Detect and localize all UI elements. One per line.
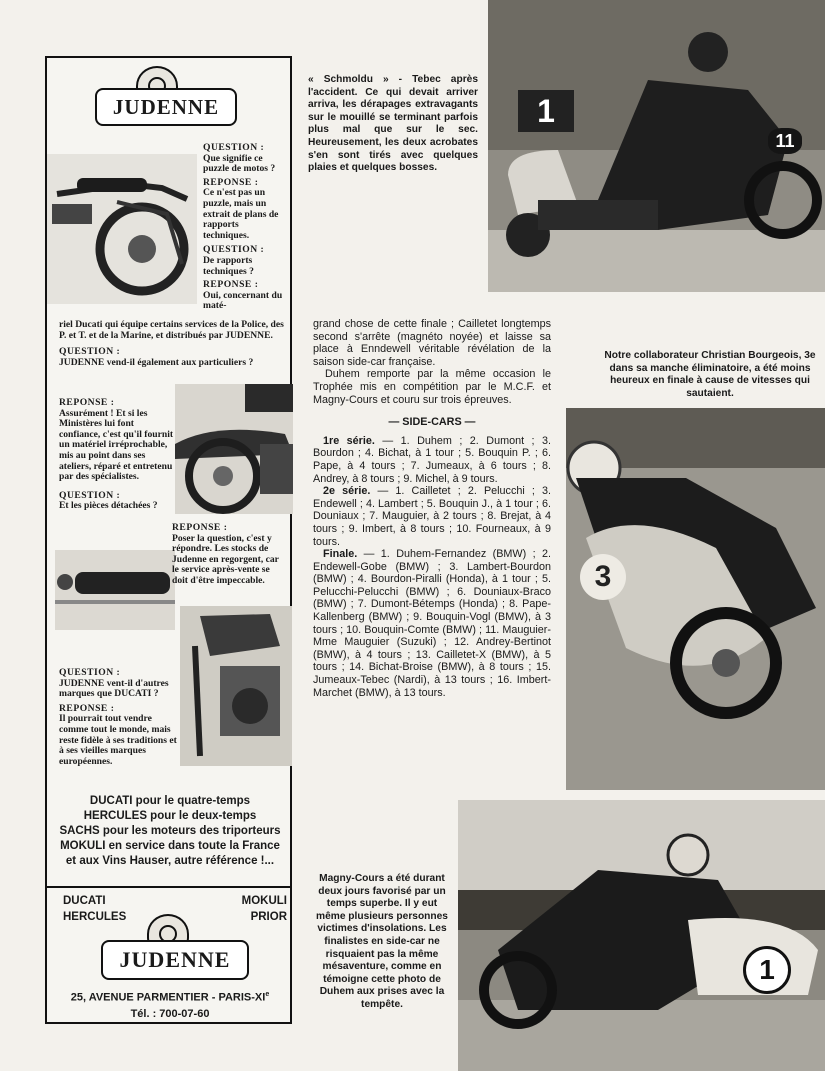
answer-label: REPONSE : (203, 279, 259, 291)
address-sup: e (265, 991, 270, 998)
finale-results: — 1. Duhem-Fernandez (BMW) ; 2. Endewell-Gobe (BMW) ; 3. Lambert-Bourdon (BMW) ; 4. Bourdon-Piralli (Honda), à 1 tour ; 5. Pelucchi-Pelucchi (BMW) ; 6. Douniaux-Braco (BMW) ; 7. Dumont-Bétemps (Honda) ; 8. Pape-Kallenberg (BMW) ; 9. Bouquin-Vogl (BMW), à 3 tours ; 10. Bouquin-Comte (BMW) ; 11. Mauguier-Mme Mauguier (Suzuki) ; 12. Andrey-Bertinot (BMW), à 4 tours ; 13. Cailletet-X (BMW), à 5 tours ; 14. Bichat-Broise (BMW), à 8 tours ; 15. Jumeaux-Tebec (Nardi), à 13 tours ; 16. Imbert-Marchet (BMW), à 13 tours. (313, 548, 552, 699)
race-number: 1 (743, 946, 791, 994)
telephone: Tél. : 700-07-60 (130, 1007, 210, 1020)
answer-label: REPONSE : (203, 176, 259, 188)
caption-top: « Schmoldu » - Tebec après l'accident. Ce qui devait arriver arriva, les dérapages extravagants sur le mouillé se terminant parfois plus mal que sur le sec. Heureusement, les deux acrobates s'en sont tirés avec quelques plaies et quelques bosses. (308, 74, 478, 174)
serie1-label: 1re série. (323, 434, 375, 447)
finale-label: Finale. (323, 548, 358, 561)
serie2-label: 2e série. (323, 485, 371, 498)
slogan-ducati: DUCATI pour le quatre-temps (89, 795, 251, 807)
brand-ducati: DUCATI (63, 895, 106, 907)
brand-name: JUDENNE (119, 947, 231, 972)
sidecar-rain-photo (458, 800, 825, 1071)
brand-mokuli: MOKULI (241, 895, 287, 907)
question-text: JUDENNE vent-il d'autres marques que DUCATI ? (59, 677, 169, 700)
motorbike-photo (175, 384, 293, 514)
answer-text: Oui, concernant du maté- (203, 289, 283, 312)
race-number-board: 1 (518, 90, 574, 132)
rider-cornering-photo (566, 408, 825, 790)
question-label: QUESTION : (59, 489, 121, 501)
motorcycle-plan-photo (47, 154, 197, 304)
engine-photo (180, 606, 292, 766)
caption-bottom: Magny-Cours a été durant deux jours favorisé par un temps superbe. Il y eut même plusieurs personnes victimes d'insolations. Les finalistes en side-car ne risquaient pas la même mésaventure, comme en témoigne cette photo de Duhem aux prises avec la tempête. (316, 873, 448, 1010)
answer-label: REPONSE : (59, 397, 115, 408)
question-text: JUDENNE vend-il également aux particuliers ? (59, 356, 254, 368)
article-paragraph: grand chose de cette finale ; Cailletet longtemps second s'arrête (magnéto noyée) et laisse sa place à Enndewell véritable révélation de la saison side-car française. (313, 318, 551, 368)
serie1-results: — 1. Duhem ; 2. Dumont ; 3. Bourdon ; 4. Bichat, à 1 tour ; 5. Bouquin P. ; 6. Pape, à 4 tours ; 7. Jumeaux, à 6 tours ; 8. Andrey, à 8 tours ; 9. Michel, à 9 tours. (313, 434, 551, 485)
race-number: 3 (580, 554, 626, 600)
question-text: Que signifie ce puzzle de motos ? (203, 152, 276, 175)
answer-text: Il pourrait tout vendre comme tout le monde, mais reste fidèle à ses traditions et à ses vieilles marques européennes. (59, 713, 177, 767)
judenne-logo-top (95, 88, 237, 126)
question-label: QUESTION : (59, 667, 121, 678)
question-label: QUESTION : (203, 244, 265, 256)
answer-text-continued: riel Ducati qui équipe certains services de la Police, des P. et T. et de la Marine, et distribués par JUDENNE. (59, 319, 284, 341)
judenne-logo-bottom (101, 940, 249, 980)
serie2-results: — 1. Cailletet ; 2. Pelucchi ; 3. Endewell ; 4. Lambert ; 5. Bouquin J., à 1 tour ; 6. Douniaux ; 7. Mauguier, à 2 tours ; 8. Brejat, à 4 tours ; 9. Imbert, à 8 tours ; 10. Fourneaux, à 9 tours. (313, 485, 552, 548)
spare-parts-photo (55, 550, 175, 630)
brand-hercules: HERCULES (63, 911, 127, 923)
question-label: QUESTION : (203, 142, 265, 153)
answer-label: REPONSE : (59, 702, 115, 714)
brand-prior: PRIOR (250, 911, 287, 923)
address: 25, AVENUE PARMENTIER - PARIS-XI (70, 991, 266, 1004)
section-heading: — SIDE-CARS — (388, 416, 476, 429)
number-plate: 11 (768, 128, 802, 154)
slogan-hercules: HERCULES pour le deux-temps (83, 810, 257, 822)
question-text: De rapports techniques ? (203, 254, 254, 277)
divider (47, 886, 290, 889)
sidecar-accident-photo (488, 0, 825, 292)
question-label: QUESTION : (59, 346, 121, 358)
brand-name: JUDENNE (112, 95, 220, 119)
article-paragraph: Duhem remporte par la même occasion le Trophée mis en compétition par le M.C.F. et Magny-Cours et couru sur trois épreuves. (313, 368, 551, 406)
caption-right: Notre collaborateur Christian Bourgeois, 3e dans sa manche éliminatoire, a été moins heureux en finale à cause de vitesses qui sautaient. (604, 350, 816, 399)
answer-text: Assurément ! Et si les Ministères lui font confiance, c'est qu'il fournit un matériel irréprochable, mis au point dans ses ateliers, réparé et entretenu par des spécialistes. (59, 407, 174, 483)
question-text: Et les pièces détachées ? (59, 500, 158, 512)
judenne-advertisement (45, 56, 292, 1024)
answer-label: REPONSE : (172, 522, 228, 533)
answer-text: Poser la question, c'est y répondre. Les stocks de Judenne en regorgent, car le service après-vente se doit d'être impeccable. (172, 532, 279, 586)
slogan-sachs: SACHS pour les moteurs des triporteurs MOKULI en service dans toute la France et aux Vins Hauser, autre référence !... (59, 825, 281, 867)
answer-text: Ce n'est pas un puzzle, mais un extrait de plans de rapports techniques. (203, 187, 279, 241)
